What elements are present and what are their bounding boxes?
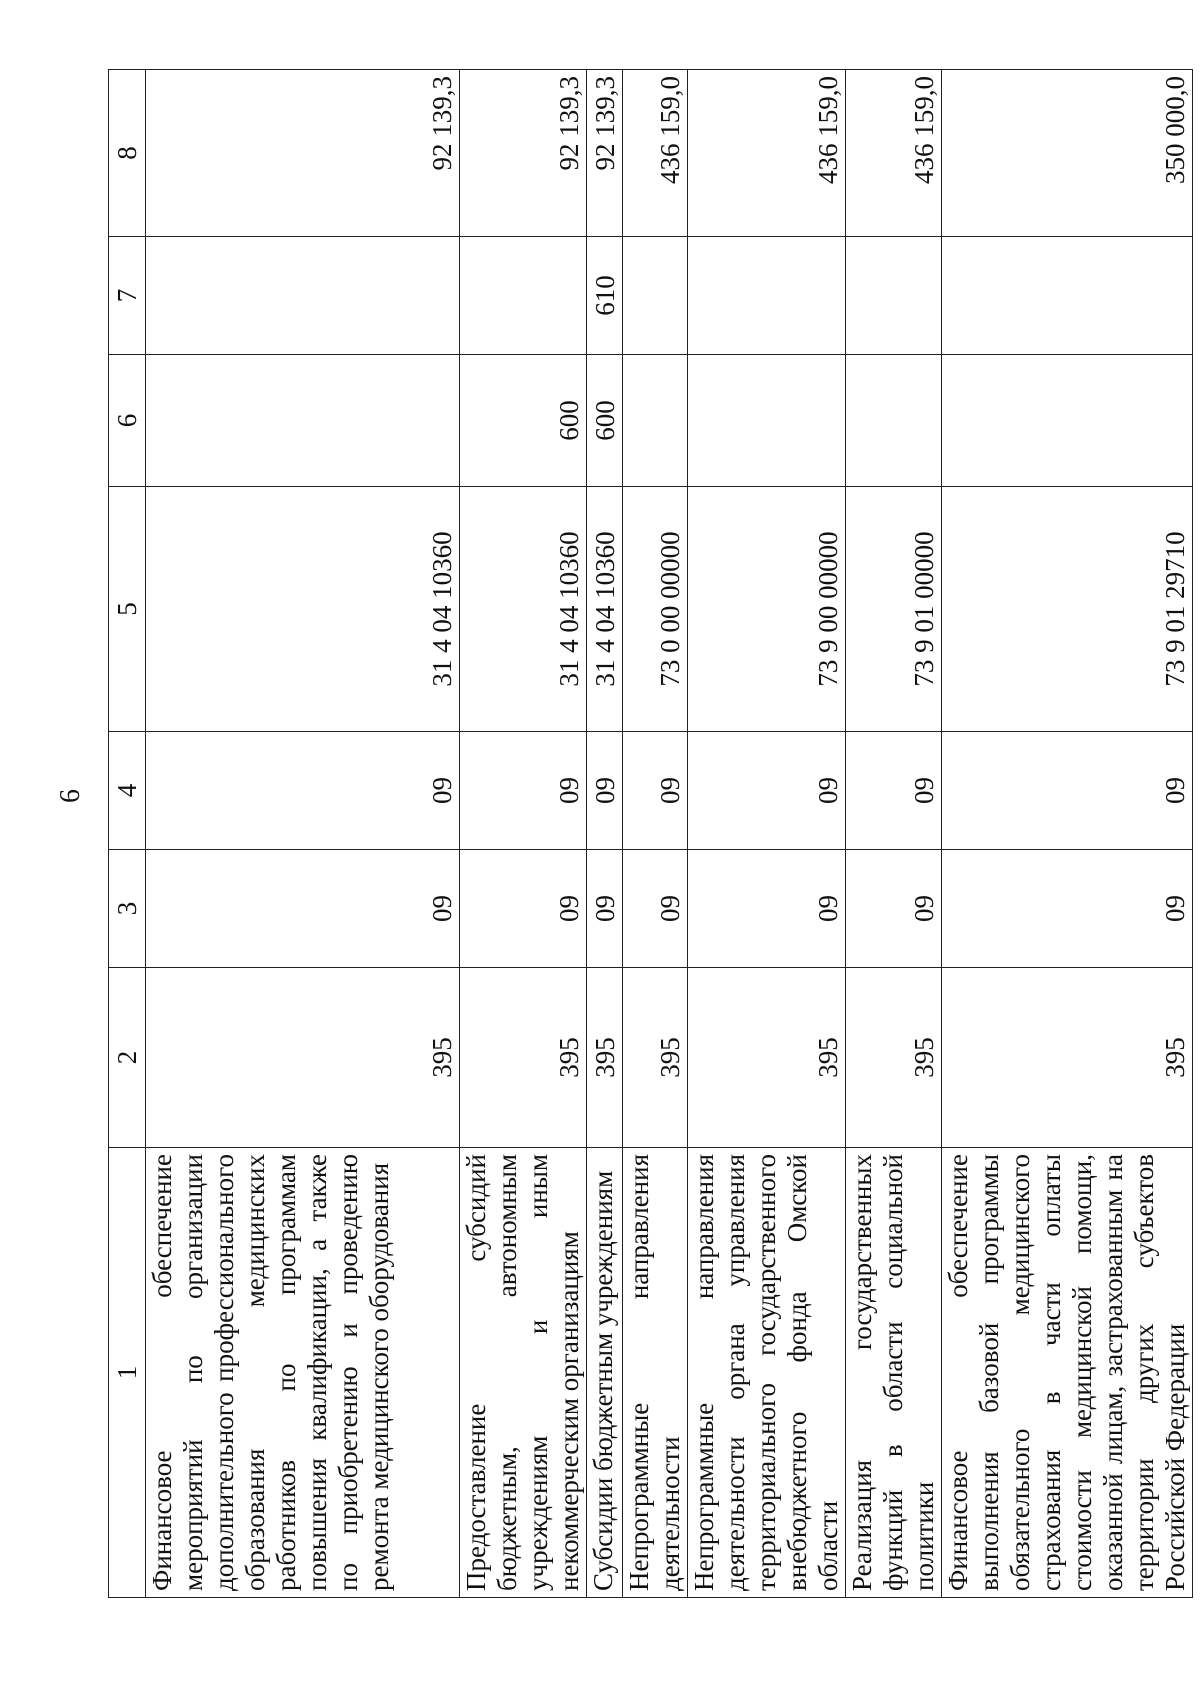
header-col-4: 4 [109, 732, 146, 850]
table-row [688, 70, 846, 1598]
row-col2: 395 [146, 968, 460, 1148]
row-col6 [942, 355, 1193, 487]
header-col-2: 2 [109, 968, 146, 1148]
row-col6: 600 [587, 355, 623, 487]
header-col-5: 5 [109, 487, 146, 732]
row-col2: 395 [623, 968, 688, 1148]
row-col2: 395 [460, 968, 587, 1148]
budget-table-container [108, 70, 1193, 1598]
header-col-3: 3 [109, 850, 146, 968]
header-col-8: 8 [109, 70, 146, 237]
row-col7 [688, 237, 846, 355]
row-col3: 09 [942, 850, 1193, 968]
row-col5: 31 4 04 10360 [587, 487, 623, 732]
row-col4: 09 [688, 732, 846, 850]
table-row [942, 70, 1193, 1598]
row-col4: 09 [942, 732, 1193, 850]
row-name: Реализация государственных функций в области социальной политики [846, 1148, 942, 1598]
row-col8: 92 139,3 [587, 70, 623, 237]
row-col4: 09 [846, 732, 942, 850]
row-col3: 09 [587, 850, 623, 968]
row-col2: 395 [587, 968, 623, 1148]
table-row [623, 70, 688, 1598]
table-row [846, 70, 942, 1598]
row-col6 [688, 355, 846, 487]
row-col8: 436 159,0 [623, 70, 688, 237]
table-row [146, 70, 460, 1598]
row-col2: 395 [688, 968, 846, 1148]
row-col8: 436 159,0 [846, 70, 942, 237]
row-col7: 610 [587, 237, 623, 355]
row-col5: 31 4 04 10360 [460, 487, 587, 732]
row-name: Непрограммные направления деятельности органа управления территориального государственного внебюджетного фонда Омской области [688, 1148, 846, 1598]
row-col5: 73 0 00 00000 [623, 487, 688, 732]
row-col7 [460, 237, 587, 355]
row-col3: 09 [146, 850, 460, 968]
row-col3: 09 [688, 850, 846, 968]
row-col3: 09 [460, 850, 587, 968]
row-col6 [846, 355, 942, 487]
row-name: Финансовое обеспечение мероприятий по организации дополнительного профессионального образования медицинских работников по программам повышения квалификации, а также по приобретению и проведению ремонта медицинского оборудования [146, 1148, 460, 1598]
row-col8: 92 139,3 [146, 70, 460, 237]
budget-table [108, 69, 1193, 1598]
row-col8: 436 159,0 [688, 70, 846, 237]
row-col4: 09 [460, 732, 587, 850]
row-name: Финансовое обеспечение выполнения базовой программы обязательного медицинского страхования в части оплаты стоимости медицинской помощи, оказанной лицам, застрахованным на территории других субъектов Российской Федерации [942, 1148, 1193, 1598]
row-col5: 73 9 01 29710 [942, 487, 1193, 732]
row-col7 [146, 237, 460, 355]
row-col2: 395 [846, 968, 942, 1148]
row-col7 [623, 237, 688, 355]
row-col6: 600 [460, 355, 587, 487]
header-col-1: 1 [109, 1148, 146, 1598]
header-col-6: 6 [109, 355, 146, 487]
row-name: Предоставление субсидий бюджетным, автономным учреждениям и иным некоммерческим организациям [460, 1148, 587, 1598]
row-name: Субсидии бюджетным учреждениям [587, 1148, 623, 1598]
row-col7 [942, 237, 1193, 355]
row-col5: 31 4 04 10360 [146, 487, 460, 732]
row-col7 [846, 237, 942, 355]
header-row [109, 70, 146, 1598]
row-name: Непрограммные направления деятельности [623, 1148, 688, 1598]
row-col8: 350 000,0 [942, 70, 1193, 237]
row-col4: 09 [146, 732, 460, 850]
row-col2: 395 [942, 968, 1193, 1148]
row-col8: 92 139,3 [460, 70, 587, 237]
page-number: 6 [55, 789, 86, 803]
row-col4: 09 [623, 732, 688, 850]
table-row [460, 70, 587, 1598]
row-col6 [623, 355, 688, 487]
row-col5: 73 9 00 00000 [688, 487, 846, 732]
row-col4: 09 [587, 732, 623, 850]
row-col3: 09 [623, 850, 688, 968]
table-row [587, 70, 623, 1598]
header-col-7: 7 [109, 237, 146, 355]
row-col3: 09 [846, 850, 942, 968]
row-col6 [146, 355, 460, 487]
row-col5: 73 9 01 00000 [846, 487, 942, 732]
